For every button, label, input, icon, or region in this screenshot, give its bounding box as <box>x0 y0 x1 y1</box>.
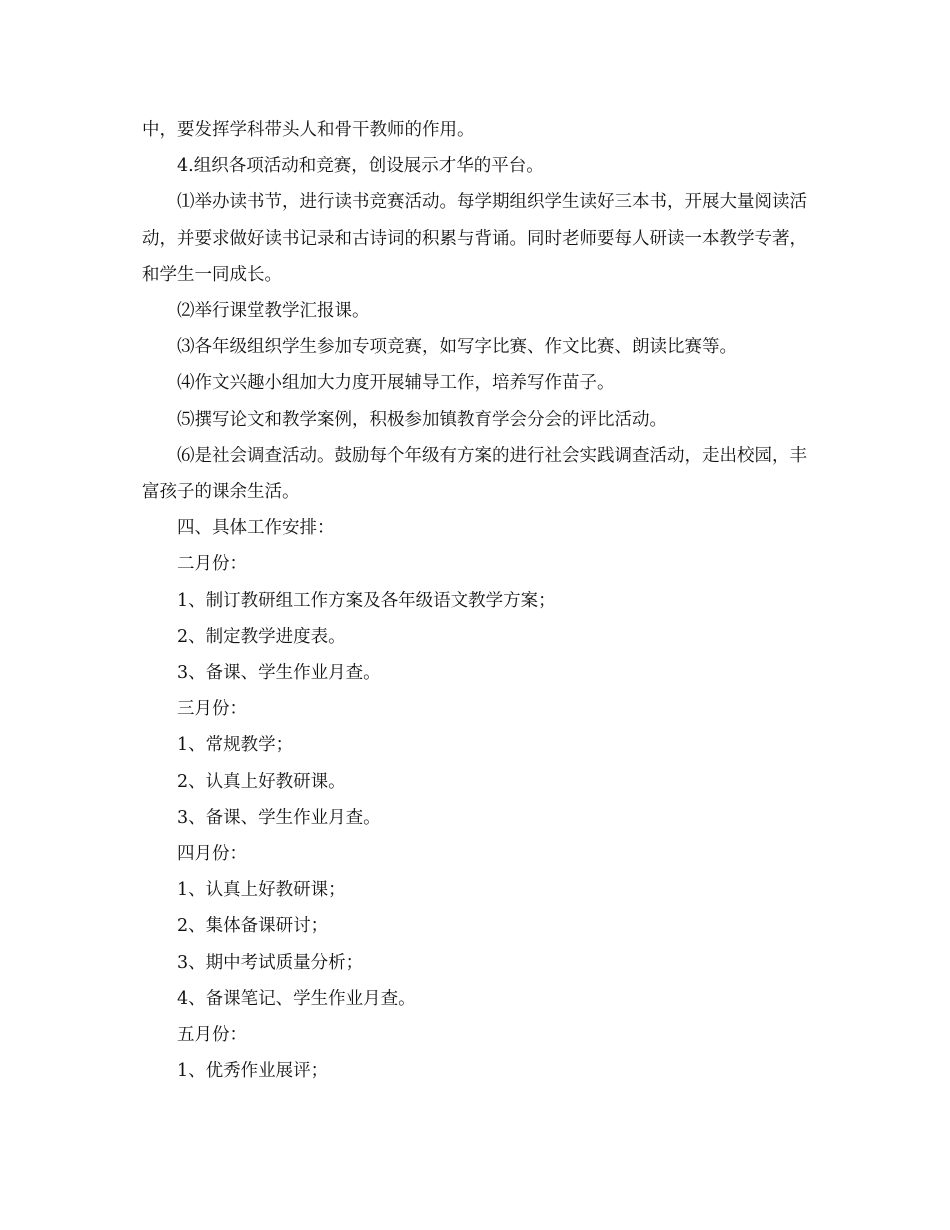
paragraph-social-survey: ⑹是社会调查活动。鼓励每个年级有方案的进行社会实践调查活动，走出校园，丰富孩子的课余生活。 <box>142 445 807 503</box>
paragraph-competitions: ⑶各年级组织学生参加专项竞赛，如写字比赛、作文比赛、朗读比赛等。 <box>177 337 737 358</box>
list-item: 1、优秀作业展评； <box>177 1061 329 1082</box>
list-item: 1、制订教研组工作方案及各年级语文教学方案； <box>177 590 556 611</box>
list-item: 1、常规教学； <box>177 735 294 756</box>
paragraph-report-lessons: ⑵举行课堂教学汇报课。 <box>177 301 370 322</box>
list-item: 3、备课、学生作业月查。 <box>177 663 381 684</box>
list-item: 3、备课、学生作业月查。 <box>177 807 381 828</box>
month-heading-february: 二月份： <box>177 554 247 575</box>
list-item: 2、集体备课研讨； <box>177 916 329 937</box>
month-heading-may: 五月份： <box>177 1025 247 1046</box>
list-item: 3、期中考试质量分析； <box>177 952 364 973</box>
month-heading-april: 四月份： <box>177 844 247 865</box>
list-item: 2、认真上好教研课。 <box>177 771 346 792</box>
month-heading-march: 三月份： <box>177 699 247 720</box>
list-item: 2、制定教学进度表。 <box>177 626 346 647</box>
document-body <box>142 112 810 1089</box>
paragraph-continuation: 中，要发挥学科带头人和骨干教师的作用。 <box>142 120 475 140</box>
list-item: 1、认真上好教研课； <box>177 880 346 901</box>
paragraph-reading-festival: ⑴举办读书节，进行读书竞赛活动。每学期组织学生读好三本书，开展大量阅读活动，并要求做好读书记录和古诗词的积累与背诵。同时老师要每人研读一本教学专著，和学生一同成长。 <box>142 192 807 285</box>
paragraph-papers-cases: ⑸撰写论文和教学案例，积极参加镇教育学会分会的评比活动。 <box>177 409 667 430</box>
paragraph-writing-group: ⑷作文兴趣小组加大力度开展辅导工作，培养写作苗子。 <box>177 373 615 394</box>
paragraph-item-4-heading: 4.组织各项活动和竞赛，创设展示才华的平台。 <box>177 156 544 177</box>
section-heading-schedule: 四、具体工作安排： <box>177 518 335 539</box>
list-item: 4、备课笔记、学生作业月查。 <box>177 988 416 1009</box>
